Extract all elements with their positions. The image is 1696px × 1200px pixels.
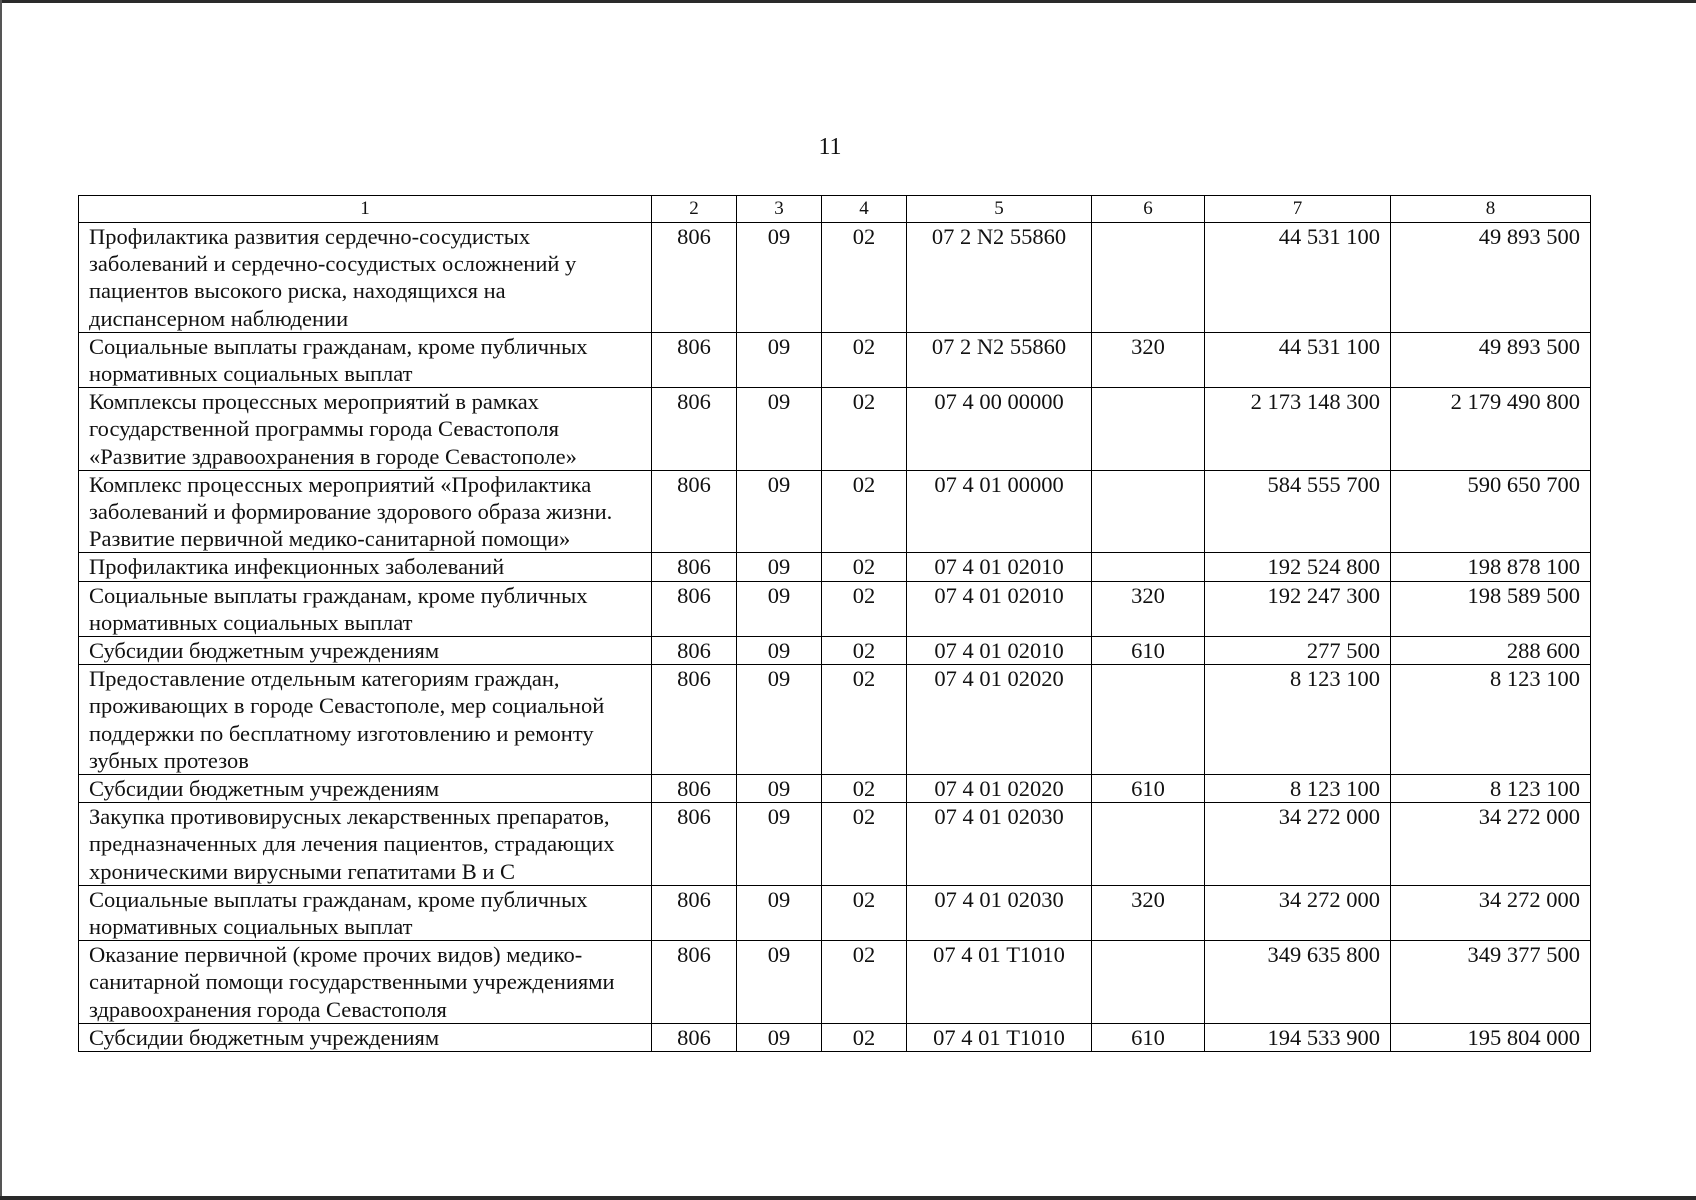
table-row [79, 581, 1591, 636]
cell-name: Субсидии бюджетным учреждениям [79, 637, 652, 665]
cell-col2: 806 [652, 941, 737, 1024]
cell-col3: 09 [737, 775, 822, 803]
scan-edge-left [0, 0, 2, 1200]
cell-col6 [1092, 665, 1205, 775]
budget-table [78, 195, 1591, 1052]
cell-col8: 8 123 100 [1391, 665, 1591, 775]
cell-col4: 02 [822, 637, 907, 665]
cell-col3: 09 [737, 581, 822, 636]
cell-col8: 8 123 100 [1391, 775, 1591, 803]
cell-col8: 195 804 000 [1391, 1023, 1591, 1051]
cell-col4: 02 [822, 388, 907, 471]
cell-col2: 806 [652, 553, 737, 581]
table-row [79, 470, 1591, 553]
cell-col4: 02 [822, 803, 907, 886]
cell-col4: 02 [822, 665, 907, 775]
cell-name: Субсидии бюджетным учреждениям [79, 775, 652, 803]
cell-col4: 02 [822, 885, 907, 940]
cell-col3: 09 [737, 470, 822, 553]
col-header-1: 1 [79, 196, 652, 223]
cell-col5: 07 4 01 00000 [907, 470, 1092, 553]
cell-col5: 07 4 01 02010 [907, 581, 1092, 636]
cell-col6 [1092, 553, 1205, 581]
cell-col7: 192 247 300 [1205, 581, 1391, 636]
cell-col7: 2 173 148 300 [1205, 388, 1391, 471]
cell-col3: 09 [737, 803, 822, 886]
cell-col7: 8 123 100 [1205, 775, 1391, 803]
cell-col3: 09 [737, 223, 822, 333]
cell-col7: 584 555 700 [1205, 470, 1391, 553]
cell-col5: 07 4 01 02030 [907, 803, 1092, 886]
cell-col3: 09 [737, 1023, 822, 1051]
col-header-6: 6 [1092, 196, 1205, 223]
cell-name: Комплекс процессных мероприятий «Профилактика заболеваний и формирование здорового образа жизни. Развитие первичной медико-санитарной помощи» [79, 470, 652, 553]
cell-col8: 198 878 100 [1391, 553, 1591, 581]
table-row [79, 885, 1591, 940]
cell-col8: 2 179 490 800 [1391, 388, 1591, 471]
cell-col5: 07 4 01 02010 [907, 553, 1092, 581]
cell-name: Социальные выплаты гражданам, кроме публичных нормативных социальных выплат [79, 332, 652, 387]
cell-col6: 610 [1092, 775, 1205, 803]
table-row [79, 941, 1591, 1024]
cell-col2: 806 [652, 332, 737, 387]
cell-col3: 09 [737, 665, 822, 775]
cell-col5: 07 4 01 02020 [907, 665, 1092, 775]
cell-col6: 320 [1092, 332, 1205, 387]
cell-name: Профилактика инфекционных заболеваний [79, 553, 652, 581]
cell-col5: 07 4 01 Т1010 [907, 1023, 1092, 1051]
table-row [79, 637, 1591, 665]
cell-col4: 02 [822, 553, 907, 581]
cell-col6 [1092, 803, 1205, 886]
cell-col2: 806 [652, 665, 737, 775]
page-number: 11 [818, 134, 842, 160]
cell-name: Социальные выплаты гражданам, кроме публичных нормативных социальных выплат [79, 885, 652, 940]
cell-col3: 09 [737, 941, 822, 1024]
cell-name: Закупка противовирусных лекарственных препаратов, предназначенных для лечения пациентов, страдающих хроническими вирусными гепатитами В и С [79, 803, 652, 886]
table-body [79, 223, 1591, 1052]
cell-name: Комплексы процессных мероприятий в рамках государственной программы города Севастополя «Развитие здравоохранения в городе Севастополе» [79, 388, 652, 471]
cell-col8: 198 589 500 [1391, 581, 1591, 636]
cell-col2: 806 [652, 885, 737, 940]
col-header-4: 4 [822, 196, 907, 223]
table-row [79, 665, 1591, 775]
table-row [79, 388, 1591, 471]
cell-col4: 02 [822, 775, 907, 803]
cell-name: Предоставление отдельным категориям граждан, проживающих в городе Севастополе, мер социальной поддержки по бесплатному изготовлению и ремонту зубных протезов [79, 665, 652, 775]
cell-col2: 806 [652, 637, 737, 665]
cell-name: Субсидии бюджетным учреждениям [79, 1023, 652, 1051]
scan-edge-top [0, 0, 1696, 3]
col-header-2: 2 [652, 196, 737, 223]
header-row [79, 196, 1591, 223]
cell-col6 [1092, 470, 1205, 553]
cell-col8: 49 893 500 [1391, 223, 1591, 333]
cell-col2: 806 [652, 1023, 737, 1051]
col-header-3: 3 [737, 196, 822, 223]
cell-col6: 610 [1092, 637, 1205, 665]
cell-col7: 34 272 000 [1205, 803, 1391, 886]
cell-col8: 49 893 500 [1391, 332, 1591, 387]
table-row [79, 223, 1591, 333]
cell-col3: 09 [737, 885, 822, 940]
cell-col8: 288 600 [1391, 637, 1591, 665]
cell-col6: 610 [1092, 1023, 1205, 1051]
table-row [79, 1023, 1591, 1051]
cell-col2: 806 [652, 581, 737, 636]
cell-col7: 44 531 100 [1205, 332, 1391, 387]
cell-col2: 806 [652, 470, 737, 553]
cell-col4: 02 [822, 332, 907, 387]
table-row [79, 803, 1591, 886]
cell-col7: 8 123 100 [1205, 665, 1391, 775]
cell-name: Социальные выплаты гражданам, кроме публичных нормативных социальных выплат [79, 581, 652, 636]
cell-col5: 07 2 N2 55860 [907, 332, 1092, 387]
cell-col3: 09 [737, 637, 822, 665]
cell-col6 [1092, 388, 1205, 471]
col-header-7: 7 [1205, 196, 1391, 223]
cell-col7: 349 635 800 [1205, 941, 1391, 1024]
cell-col7: 194 533 900 [1205, 1023, 1391, 1051]
col-header-8: 8 [1391, 196, 1591, 223]
cell-col6: 320 [1092, 581, 1205, 636]
cell-col7: 44 531 100 [1205, 223, 1391, 333]
cell-col2: 806 [652, 775, 737, 803]
cell-col4: 02 [822, 941, 907, 1024]
col-header-5: 5 [907, 196, 1092, 223]
cell-col5: 07 4 01 02020 [907, 775, 1092, 803]
cell-col8: 590 650 700 [1391, 470, 1591, 553]
cell-col5: 07 4 00 00000 [907, 388, 1092, 471]
table-row [79, 332, 1591, 387]
cell-col3: 09 [737, 388, 822, 471]
table-row [79, 553, 1591, 581]
cell-col8: 349 377 500 [1391, 941, 1591, 1024]
cell-col3: 09 [737, 332, 822, 387]
table-row [79, 775, 1591, 803]
cell-col8: 34 272 000 [1391, 885, 1591, 940]
cell-name: Оказание первичной (кроме прочих видов) медико-санитарной помощи государственными учреждениями здравоохранения города Севастополя [79, 941, 652, 1024]
cell-col7: 34 272 000 [1205, 885, 1391, 940]
cell-col4: 02 [822, 1023, 907, 1051]
cell-col5: 07 2 N2 55860 [907, 223, 1092, 333]
cell-col3: 09 [737, 553, 822, 581]
cell-col4: 02 [822, 223, 907, 333]
cell-name: Профилактика развития сердечно-сосудистых заболеваний и сердечно-сосудистых осложнений у пациентов высокого риска, находящихся на диспансерном наблюдении [79, 223, 652, 333]
scan-edge-bottom [0, 1196, 1696, 1200]
cell-col4: 02 [822, 581, 907, 636]
cell-col8: 34 272 000 [1391, 803, 1591, 886]
cell-col4: 02 [822, 470, 907, 553]
cell-col7: 277 500 [1205, 637, 1391, 665]
cell-col5: 07 4 01 02010 [907, 637, 1092, 665]
cell-col7: 192 524 800 [1205, 553, 1391, 581]
cell-col5: 07 4 01 02030 [907, 885, 1092, 940]
cell-col6 [1092, 941, 1205, 1024]
cell-col2: 806 [652, 388, 737, 471]
cell-col5: 07 4 01 Т1010 [907, 941, 1092, 1024]
cell-col6: 320 [1092, 885, 1205, 940]
cell-col2: 806 [652, 223, 737, 333]
cell-col6 [1092, 223, 1205, 333]
cell-col2: 806 [652, 803, 737, 886]
